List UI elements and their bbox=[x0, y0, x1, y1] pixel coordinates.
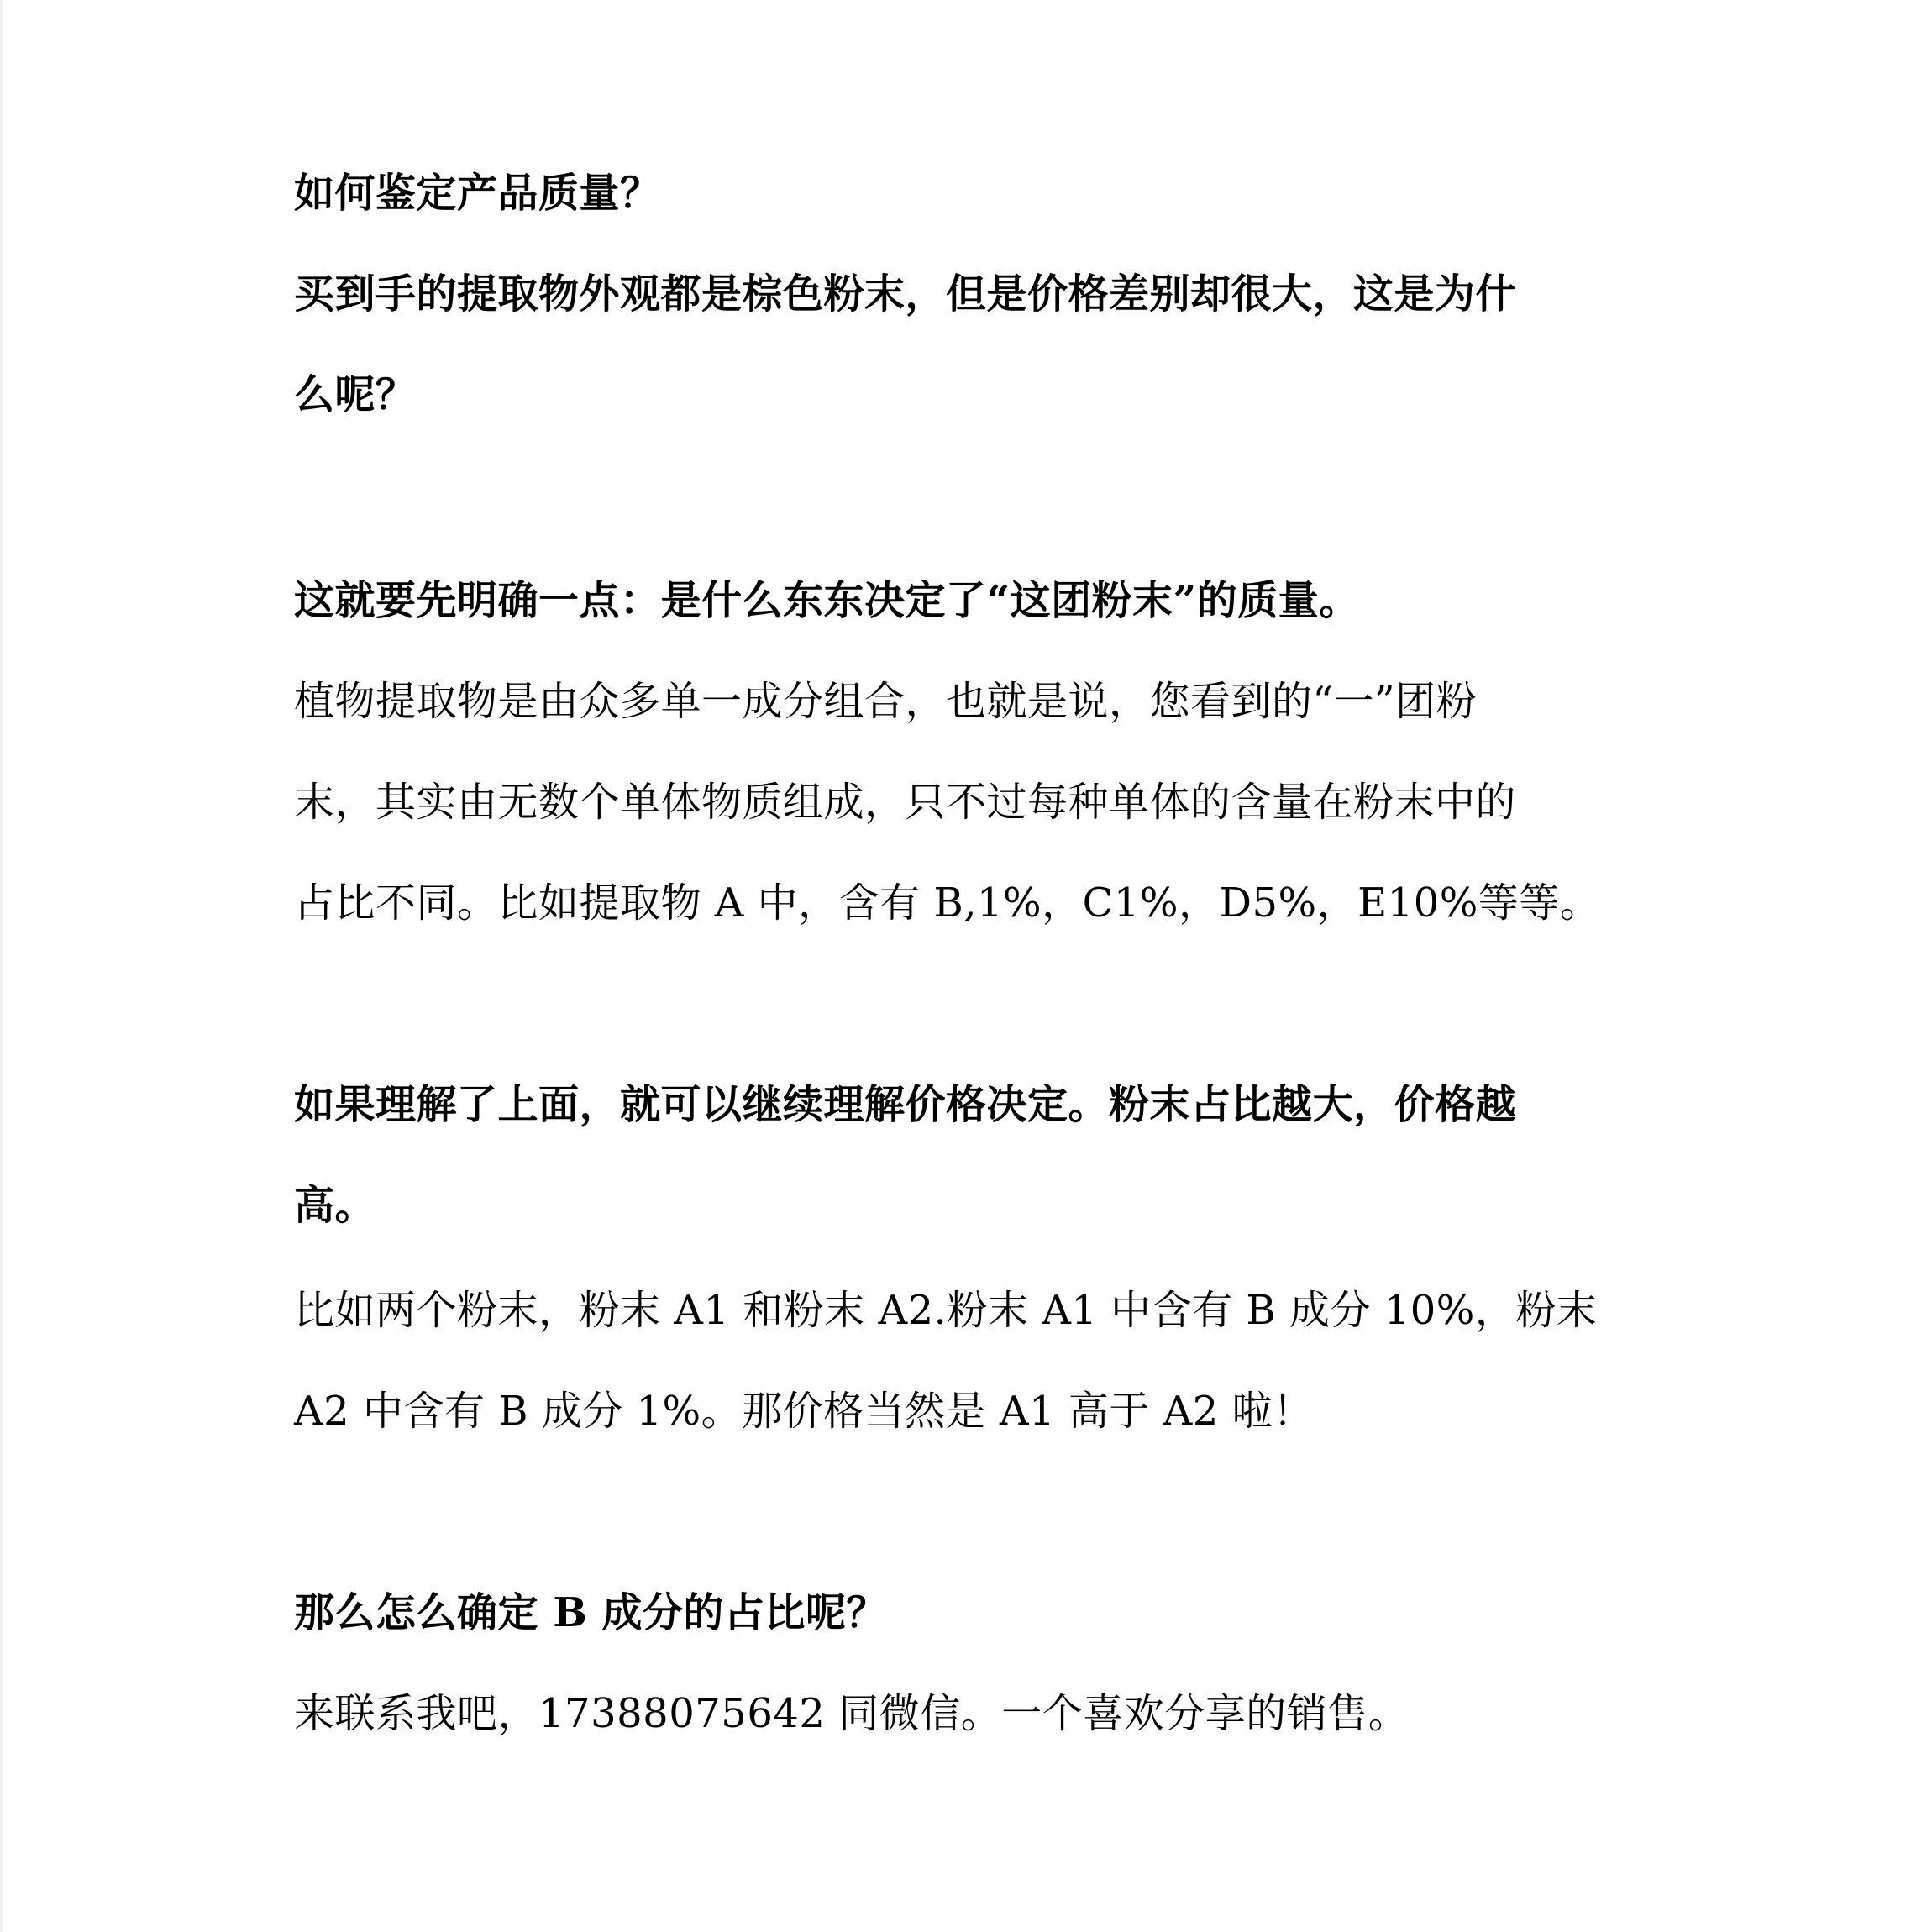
section3-body-line-2: A2 中含有 B 成分 1%。那价格当然是 A1 高于 A2 啦！ bbox=[294, 1388, 1314, 1435]
section3-heading-line-2: 高。 bbox=[294, 1182, 376, 1229]
section4-heading: 那么怎么确定 B 成分的占比呢？ bbox=[294, 1589, 887, 1636]
question-line-2: 么呢？ bbox=[294, 371, 417, 418]
section2-body-line-3: 占比不同。比如提取物 A 中，含有 B,1%，C1%，D5%，E10%等等。 bbox=[294, 879, 1601, 927]
section2-body-line-1: 植物提取物是由众多单一成分组合，也就是说，您看到的“一”团粉 bbox=[294, 678, 1478, 725]
section2-body-line-2: 末，其实由无数个单体物质组成，只不过每种单体的含量在粉末中的 bbox=[294, 779, 1517, 826]
contact-line: 来联系我吧，17388075642 同微信。一个喜欢分享的销售。 bbox=[294, 1690, 1410, 1737]
document-title: 如何鉴定产品质量？ bbox=[294, 170, 661, 217]
section2-heading: 这就要先明确一点：是什么东东决定了“这团粉末”的质量。 bbox=[294, 577, 1360, 624]
section3-body-line-1: 比如两个粉末，粉末 A1 和粉末 A2.粉末 A1 中含有 B 成分 10%，粉末 bbox=[294, 1287, 1598, 1334]
question-line-1: 买到手的提取物外观都是棕色粉末，但是价格差别却很大，这是为什 bbox=[294, 270, 1517, 318]
section3-heading-line-1: 如果理解了上面，就可以继续理解价格决定。粉末占比越大，价格越 bbox=[294, 1081, 1517, 1128]
